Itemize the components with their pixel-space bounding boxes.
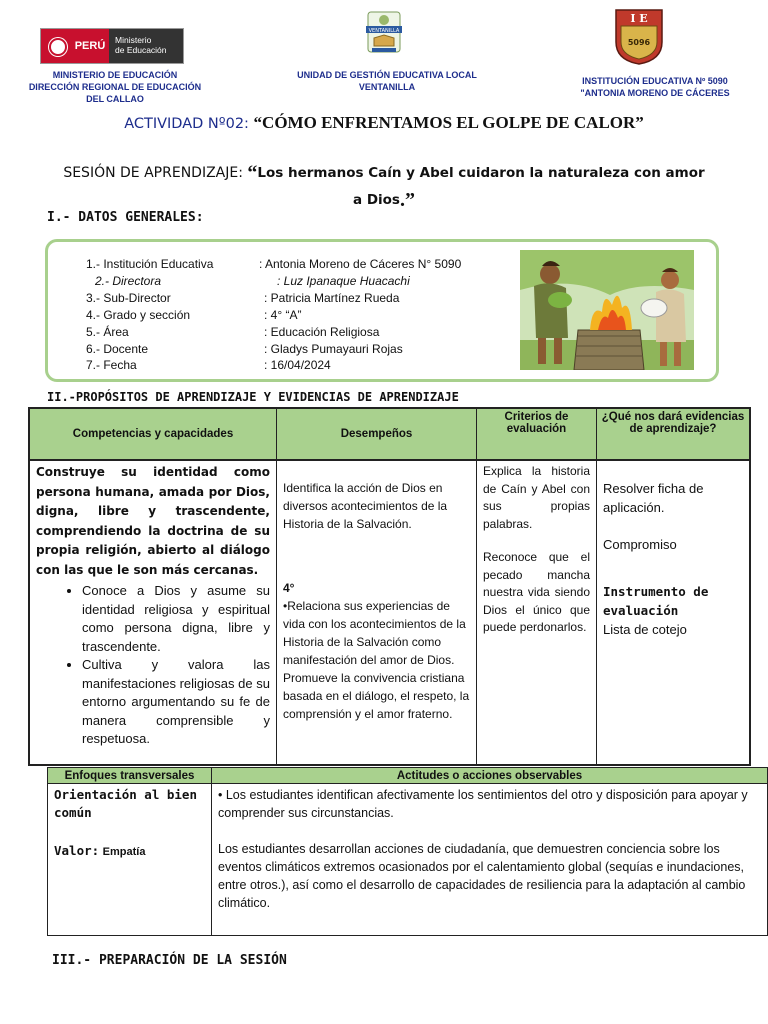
datos-value: : Gladys Pumayauri Rojas [264, 342, 403, 356]
datos-value: : Luz Ipanaque Huacachi [277, 274, 410, 288]
grado-label: 4° [283, 581, 295, 595]
capacidad-item: • Cultiva y valora las manifestaciones religiosas de su entorno argumentando su fe de manera comprensible y respetuosa. [82, 656, 270, 749]
datos-label: 3.- Sub-Director [86, 291, 171, 305]
session-prefix: SESIÓN DE APRENDIZAJE: [63, 165, 248, 181]
datos-label: 4.- Grado y sección [86, 308, 191, 322]
datos-value: : Antonia Moreno de Cáceres N° 5090 [259, 257, 462, 271]
crest-number: 5096 [627, 38, 651, 47]
propositos-table [28, 407, 751, 766]
criterios-cell [477, 460, 597, 765]
datos-label: 1.- Institución Educativa [86, 257, 214, 271]
propositos-header-row [29, 408, 750, 460]
activity-prefix: ACTIVIDAD Nº02: [124, 116, 254, 132]
header-actitudes: Actitudes o acciones observables [212, 768, 768, 784]
datos-value: : 16/04/2024 [264, 358, 331, 372]
propositos-heading: II.-PROPÓSITOS DE APRENDIZAJE Y EVIDENCIAS DE APRENDIZAJE [47, 390, 459, 404]
right-header-line: INSTITUCIÓN EDUCATIVA Nº 5090 [582, 76, 728, 86]
session-title-line1: Los hermanos Caín y Abel cuidaron la naturaleza con amor [257, 165, 705, 181]
left-header-line: DIRECCIÓN REGIONAL DE EDUCACIÓN [28, 82, 202, 92]
session-title-line2: a Dios [353, 192, 400, 208]
header-evidencias: ¿Qué nos dará evidencias de aprendizaje? [597, 408, 751, 460]
right-header-line: "ANTONIA MORENO DE CÁCERES [580, 88, 730, 98]
valor-label: Valor: [54, 843, 100, 858]
center-header-line: UNIDAD DE GESTIÓN EDUCATIVA LOCAL [297, 70, 477, 80]
actitud-text: • Los estudiantes identifican afectivamente los sentimientos del otro y disposición para apoyar y comprender sus circunstancias. [218, 788, 748, 820]
desempeno-text: •Relaciona sus experiencias de vida con los acontecimientos de la Historia de la Salvación como manifestación del amor de Dios. [283, 599, 466, 667]
valor-row [54, 842, 205, 861]
datos-label: 7.- Fecha [86, 358, 137, 372]
competencia-text: Construye su identidad como persona humana, amada por Dios, digna, libre y trascendente, comprendiendo la doctrina de su propia religión, abierto al diálogo con las que le son más cercanas. [36, 465, 270, 577]
datos-label: 6.- Docente [86, 342, 149, 356]
datos-value: : Educación Religiosa [264, 325, 380, 339]
datos-value: : 4° “A” [264, 308, 302, 322]
instrumento-label: Instrumento de evaluación [603, 584, 709, 618]
header-criterios: Criterios de evaluación [477, 408, 597, 460]
actitudes-cell [212, 784, 768, 936]
ministerio-label: Ministerio de Educación [109, 29, 183, 63]
compromiso-text: Compromiso [603, 537, 677, 552]
left-header-line: MINISTERIO DE EDUCACIÓN [52, 70, 178, 80]
criterio-text: Explica la historia de Caín y Abel con sus propias palabras. [483, 464, 590, 531]
header-enfoques: Enfoques transversales [48, 768, 212, 784]
evidencia-text: Resolver ficha de aplicación. [603, 481, 704, 515]
desempeno-text: Promueve la convivencia cristiana basada en el diálogo, el respeto, la comprensión y el amor fraterno. [283, 671, 470, 721]
capacidad-item: • Conoce a Dios y asume su identidad religiosa y espiritual como persona digna, libre y trascendente. [82, 582, 270, 656]
evidencias-cell [597, 460, 751, 765]
datos-label: 5.- Área [86, 325, 129, 339]
ugel-badge-text: VENTANILLA [368, 28, 400, 34]
enfoque-text: Orientación al bien común [54, 787, 197, 820]
datos-heading: I.- DATOS GENERALES: [47, 210, 204, 225]
datos-value: : Patricia Martínez Rueda [264, 291, 400, 305]
institution-crest-icon [612, 6, 666, 66]
header-competencias: Competencias y capacidades [29, 408, 277, 460]
right-header-text [560, 75, 750, 99]
enfoques-table [47, 767, 768, 936]
center-header-line: VENTANILLA [358, 82, 416, 92]
datos-label: 2.- Directora [95, 274, 162, 288]
desempeno-text: Identifica la acción de Dios en diversos acontecimientos de la Historia de la Salvación. [283, 481, 448, 531]
crest-letters: I E [630, 12, 648, 25]
capacidades-list [30, 582, 276, 749]
actitud-text: Los estudiantes desarrollan acciones de ciudadanía, que demuestren conciencia sobre los eventos climáticos extremos ocasionados por el calentamiento global (sequías e inundaciones, entre otros.), así como el desarrollo de capacidades de resiliencia para la adaptación al cambio climático. [218, 842, 746, 910]
cain-abel-illustration [520, 250, 694, 370]
activity-title [0, 113, 768, 133]
competencias-cell [29, 460, 277, 765]
minedu-logo [40, 28, 184, 64]
activity-name: “CÓMO ENFRENTAMOS EL GOLPE DE CALOR” [253, 113, 644, 132]
enfoque-cell [48, 784, 212, 936]
enfoques-header-row [48, 768, 768, 784]
session-title: SESIÓN DE APRENDIZAJE: “Los hermanos Caín y Abel cuidaron la naturaleza con amor a Dios.” [63, 162, 705, 211]
header-desempenos: Desempeños [277, 408, 477, 460]
ugel-logo-icon [360, 8, 408, 58]
left-header-text [20, 69, 210, 105]
peru-label: PERÚ [71, 29, 109, 63]
propositos-content-row [29, 460, 750, 765]
desempenos-cell [277, 460, 477, 765]
left-header-line: DEL CALLAO [86, 94, 144, 104]
center-header-text [282, 69, 492, 93]
valor-text: Empatía [102, 846, 146, 858]
preparacion-heading: III.- PREPARACIÓN DE LA SESIÓN [52, 953, 287, 968]
peru-shield-icon [41, 29, 71, 63]
enfoques-content-row [48, 784, 768, 936]
instrumento-text: Lista de cotejo [603, 622, 687, 637]
criterio-text: Reconoce que el pecado mancha nuestra vida siendo Dios el único que puede perdonarlos. [483, 550, 590, 634]
